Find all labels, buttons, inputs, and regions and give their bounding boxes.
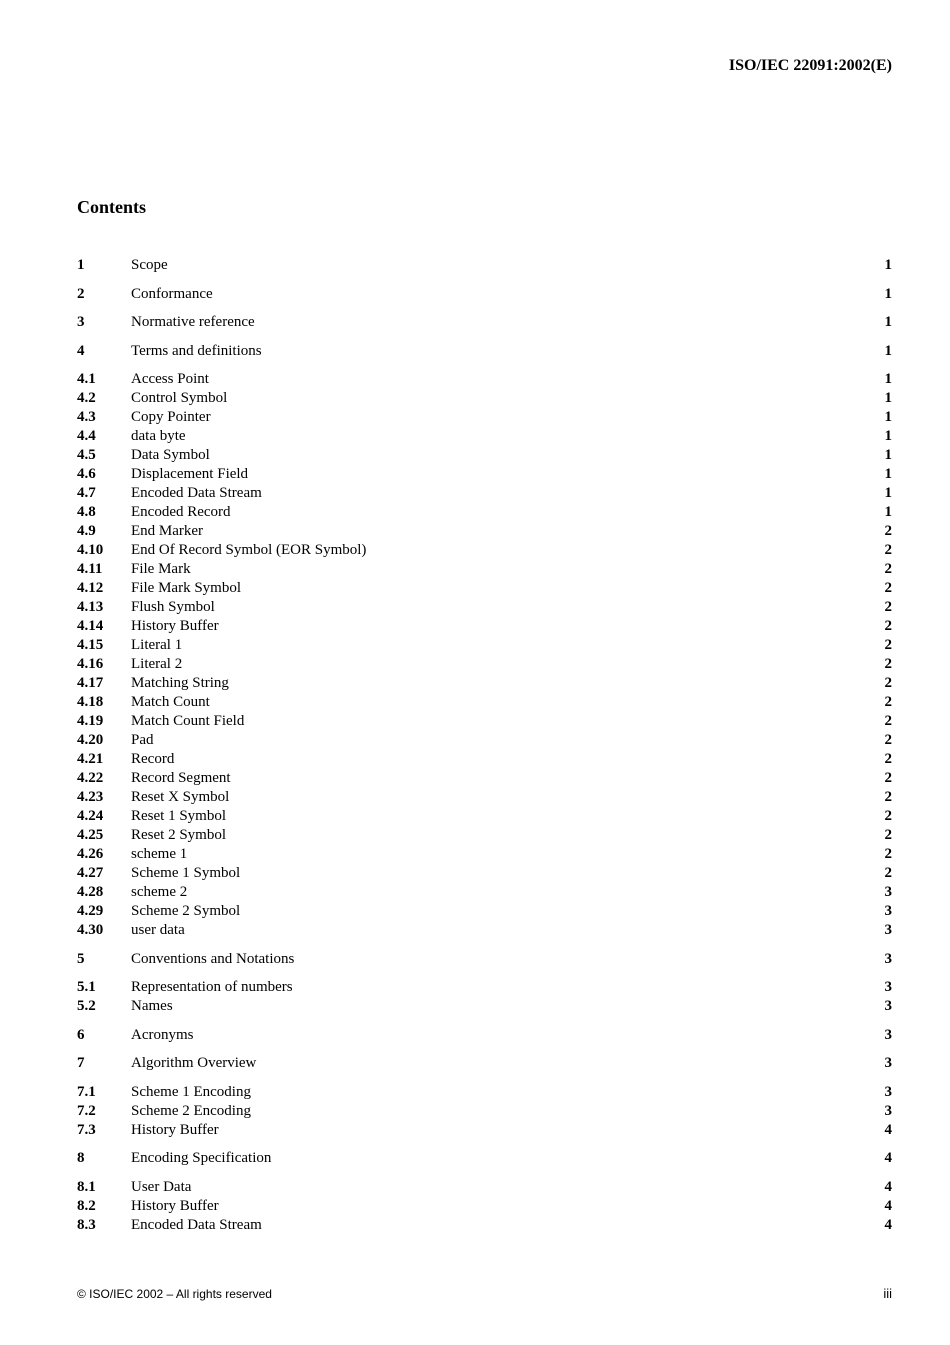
toc-entry-title[interactable]: Encoding Specification	[131, 1150, 272, 1166]
toc-entry-number: 7.2	[77, 1102, 96, 1119]
toc-entry[interactable]	[77, 342, 892, 361]
toc-entry-title[interactable]: File Mark	[131, 561, 191, 577]
toc-entry-page[interactable]: 1	[884, 285, 892, 302]
toc-entry-number: 4.27	[77, 865, 104, 881]
toc-entry[interactable]	[77, 560, 892, 579]
toc-entry[interactable]	[77, 883, 892, 902]
toc-entry-number: 4.12	[77, 580, 104, 596]
toc-entry[interactable]	[77, 370, 892, 389]
toc-entry-page[interactable]: 4	[884, 1216, 892, 1233]
toc-entry[interactable]	[77, 503, 892, 522]
toc-entry[interactable]	[77, 285, 892, 304]
toc-entry-title[interactable]: Scope	[131, 257, 168, 273]
toc-entry-page[interactable]: 1	[884, 314, 892, 330]
toc-entry[interactable]	[77, 845, 892, 864]
toc-entry-title[interactable]: History Buffer	[131, 618, 219, 634]
toc-entry-page[interactable]: 3	[884, 903, 892, 919]
toc-entry[interactable]	[77, 693, 892, 712]
toc-entry-page[interactable]: 2	[884, 694, 892, 710]
toc-entry-page[interactable]: 3	[884, 1026, 892, 1043]
toc-entry-title[interactable]: Algorithm Overview	[131, 1055, 257, 1071]
toc-entry-page[interactable]: 2	[884, 713, 892, 729]
toc-entry-title[interactable]: Conformance	[131, 285, 213, 302]
toc-entry-title[interactable]: User Data	[131, 1178, 192, 1195]
toc-entry-title[interactable]: Copy Pointer	[131, 409, 211, 425]
toc-entry-number: 4.10	[77, 542, 104, 558]
toc-entry[interactable]	[77, 579, 892, 598]
toc-entry-number: 4.28	[77, 884, 104, 900]
contents-heading: Contents	[77, 197, 147, 217]
toc-entry-page[interactable]: 2	[884, 846, 892, 862]
toc-entry-title[interactable]: Matching String	[131, 675, 229, 691]
toc-entry[interactable]	[77, 541, 892, 560]
toc-entry-page[interactable]: 2	[884, 732, 892, 748]
page-number: iii	[883, 1286, 892, 1301]
toc-entry-title[interactable]: Reset 1 Symbol	[131, 808, 227, 824]
toc-entry-number: 4.5	[77, 447, 96, 463]
toc-entry-number: 4.24	[77, 808, 104, 824]
toc-entry[interactable]	[77, 1026, 892, 1045]
toc-entry[interactable]	[77, 617, 892, 636]
toc-entry-page[interactable]: 2	[884, 542, 892, 558]
toc-entry-page[interactable]: 4	[884, 1178, 892, 1195]
toc-entry-title[interactable]: Acronyms	[131, 1026, 194, 1043]
toc-entry-number: 4.19	[77, 713, 104, 729]
toc-entry[interactable]	[77, 950, 892, 969]
toc-entry-title[interactable]: Record	[131, 751, 175, 767]
toc-entry-title[interactable]: History Buffer	[131, 1197, 219, 1214]
toc-entry-page[interactable]: 3	[884, 1083, 892, 1100]
toc-entry-number: 4.1	[77, 371, 96, 387]
toc-entry-number: 4.15	[77, 637, 104, 653]
toc-entry[interactable]	[77, 712, 892, 731]
document-code: ISO/IEC 22091:2002(E)	[728, 57, 892, 74]
toc-entry-number: 2	[77, 285, 85, 302]
toc-entry[interactable]	[77, 408, 892, 427]
toc-entry-page[interactable]: 3	[884, 998, 892, 1014]
toc-entry-title[interactable]: Control Symbol	[131, 390, 228, 406]
toc-entry[interactable]	[77, 826, 892, 845]
toc-entry-page[interactable]: 2	[884, 751, 892, 767]
toc-entry-page[interactable]: 3	[884, 922, 892, 938]
copyright-notice: © ISO/IEC 2002 – All rights reserved	[77, 1287, 272, 1301]
toc-entry[interactable]	[77, 750, 892, 769]
toc-entry[interactable]	[77, 674, 892, 693]
toc-entry-page[interactable]: 1	[884, 447, 892, 463]
toc-entry-number: 4.13	[77, 599, 104, 615]
toc-entry-number: 4	[77, 342, 85, 359]
toc-entry-page[interactable]: 2	[884, 865, 892, 881]
toc-entry-title[interactable]: data byte	[131, 428, 186, 444]
toc-entry[interactable]	[77, 1083, 892, 1102]
toc-entry-page[interactable]: 2	[884, 618, 892, 634]
toc-entry-title[interactable]: Encoded Data Stream	[131, 1216, 262, 1233]
toc-entry-title[interactable]: Conventions and Notations	[131, 950, 295, 967]
toc-entry-page[interactable]: 4	[884, 1121, 892, 1138]
toc-entry-number: 7.3	[77, 1121, 96, 1138]
toc-entry-page[interactable]: 2	[884, 656, 892, 672]
toc-entry-title[interactable]: scheme 2	[131, 884, 188, 900]
toc-entry-page[interactable]: 2	[884, 637, 892, 653]
toc-entry-number: 4.2	[77, 390, 96, 406]
toc-entry[interactable]	[77, 1054, 892, 1073]
toc-entry-title[interactable]: End Of Record Symbol (EOR Symbol)	[131, 542, 367, 558]
toc-entry-title[interactable]: Encoded Data Stream	[131, 485, 262, 501]
toc-entry-page[interactable]: 2	[884, 523, 892, 539]
toc-entry-number: 4.23	[77, 789, 104, 805]
toc-entry[interactable]	[77, 1102, 892, 1121]
toc-entry-title[interactable]: Record Segment	[131, 770, 231, 786]
toc-entry-page[interactable]: 2	[884, 789, 892, 805]
toc-entry[interactable]	[77, 655, 892, 674]
toc-entry[interactable]	[77, 1121, 892, 1140]
toc-entry-number: 7.1	[77, 1083, 96, 1100]
toc-entry[interactable]	[77, 921, 892, 940]
toc-entry-title[interactable]: Literal 1	[131, 637, 183, 653]
toc-entry-title[interactable]: Reset 2 Symbol	[131, 827, 227, 843]
toc-entry-page[interactable]: 1	[884, 409, 892, 425]
toc-entry-title[interactable]: scheme 1	[131, 846, 188, 862]
toc-entry-number: 8.3	[77, 1216, 96, 1233]
toc-entry-page[interactable]: 1	[884, 342, 892, 359]
toc-entry-page[interactable]: 4	[884, 1150, 892, 1166]
toc-entry[interactable]	[77, 484, 892, 503]
toc-entry[interactable]	[77, 522, 892, 541]
toc-entry-page[interactable]: 1	[884, 428, 892, 444]
toc-entry-title[interactable]: Reset X Symbol	[131, 789, 230, 805]
toc-entry-page[interactable]: 2	[884, 580, 892, 596]
toc-entry-number: 5.2	[77, 998, 96, 1014]
toc-entry-title[interactable]: Displacement Field	[131, 466, 249, 482]
toc-entry-page[interactable]: 1	[884, 257, 892, 273]
toc-entry-number: 4.9	[77, 523, 96, 539]
toc-entry[interactable]	[77, 731, 892, 750]
toc-entry-title[interactable]: Normative reference	[131, 314, 255, 330]
toc-entry-page[interactable]: 4	[884, 1197, 892, 1214]
toc-entry-number: 8.1	[77, 1178, 96, 1195]
toc-entry-title[interactable]: Scheme 1 Encoding	[131, 1083, 251, 1100]
toc-entry-number: 1	[77, 257, 85, 273]
toc-entry-page[interactable]: 2	[884, 770, 892, 786]
toc-entry-number: 4.3	[77, 409, 96, 425]
toc-entry-page[interactable]: 2	[884, 808, 892, 824]
toc-entry-number: 7	[77, 1055, 85, 1071]
toc-entry[interactable]	[77, 446, 892, 465]
toc-entry-number: 4.6	[77, 466, 96, 482]
toc-entry-number: 4.20	[77, 732, 104, 748]
toc-entry-number: 4.29	[77, 903, 104, 919]
toc-entry-number: 4.25	[77, 827, 104, 843]
toc-entry-page[interactable]: 1	[884, 504, 892, 520]
table-of-contents	[77, 256, 892, 1235]
toc-entry[interactable]	[77, 389, 892, 408]
toc-entry-title[interactable]: Data Symbol	[131, 447, 210, 463]
toc-entry-number: 8.2	[77, 1197, 96, 1214]
toc-entry-title[interactable]: End Marker	[131, 523, 204, 539]
toc-entry[interactable]	[77, 427, 892, 446]
toc-entry-number: 4.22	[77, 770, 104, 786]
toc-entry[interactable]	[77, 1197, 892, 1216]
toc-entry-number: 4.11	[77, 561, 103, 577]
toc-entry-page[interactable]: 3	[884, 979, 892, 995]
toc-entry-page[interactable]: 1	[884, 371, 892, 387]
toc-entry[interactable]	[77, 807, 892, 826]
toc-entry-number: 3	[77, 314, 85, 330]
toc-entry-title[interactable]: Representation of numbers	[131, 979, 293, 995]
toc-entry-number: 4.17	[77, 675, 104, 691]
toc-entry-number: 4.14	[77, 618, 104, 634]
toc-entry-page[interactable]: 2	[884, 561, 892, 577]
toc-entry-title[interactable]: Match Count	[131, 694, 210, 710]
toc-entry-title[interactable]: History Buffer	[131, 1121, 219, 1138]
toc-entry-page[interactable]: 1	[884, 390, 892, 406]
toc-entry[interactable]	[77, 1178, 892, 1197]
toc-entry[interactable]	[77, 465, 892, 484]
toc-entry-page[interactable]: 2	[884, 827, 892, 843]
toc-entry[interactable]	[77, 978, 892, 997]
toc-entry[interactable]	[77, 902, 892, 921]
toc-entry-number: 4.8	[77, 504, 96, 520]
toc-entry[interactable]	[77, 997, 892, 1016]
toc-entry-number: 4.26	[77, 846, 104, 862]
toc-entry[interactable]	[77, 598, 892, 617]
toc-entry-number: 5.1	[77, 979, 96, 995]
toc-entry[interactable]	[77, 864, 892, 883]
toc-entry-number: 4.7	[77, 485, 96, 501]
toc-entry-title[interactable]: File Mark Symbol	[131, 580, 242, 596]
toc-entry-number: 4.16	[77, 656, 104, 672]
toc-entry-number: 4.18	[77, 694, 104, 710]
toc-entry-number: 4.4	[77, 428, 96, 444]
toc-entry-title[interactable]: Names	[131, 998, 173, 1014]
toc-entry[interactable]	[77, 313, 892, 332]
toc-entry-title[interactable]: Encoded Record	[131, 504, 231, 520]
toc-entry-title[interactable]: Pad	[131, 732, 154, 748]
toc-entry[interactable]	[77, 1149, 892, 1168]
toc-entry-title[interactable]: Literal 2	[131, 656, 183, 672]
toc-entry-page[interactable]: 1	[884, 485, 892, 501]
toc-entry-page[interactable]: 3	[884, 884, 892, 900]
toc-entry[interactable]	[77, 788, 892, 807]
toc-entry-page[interactable]: 3	[884, 1055, 892, 1071]
toc-entry-number: 6	[77, 1026, 85, 1043]
toc-entry[interactable]	[77, 769, 892, 788]
toc-entry-number: 8	[77, 1150, 85, 1166]
toc-entry-title[interactable]: Scheme 2 Encoding	[131, 1102, 251, 1119]
toc-entry-title[interactable]: Match Count Field	[131, 713, 245, 729]
toc-entry[interactable]	[77, 636, 892, 655]
toc-entry-page[interactable]: 3	[884, 1102, 892, 1119]
toc-entry-title[interactable]: Scheme 1 Symbol	[131, 865, 241, 881]
toc-entry-page[interactable]: 2	[884, 675, 892, 691]
toc-entry-number: 5	[77, 950, 85, 967]
toc-entry-title[interactable]: user data	[131, 922, 185, 938]
toc-entry-page[interactable]: 3	[884, 950, 892, 967]
toc-entry-title[interactable]: Access Point	[131, 371, 209, 387]
toc-entry-number: 4.21	[77, 751, 104, 767]
toc-entry-title[interactable]: Flush Symbol	[131, 599, 215, 615]
toc-entry-title[interactable]: Terms and definitions	[131, 342, 262, 359]
toc-entry[interactable]	[77, 1216, 892, 1235]
toc-entry-page[interactable]: 2	[884, 599, 892, 615]
toc-entry-title[interactable]: Scheme 2 Symbol	[131, 903, 241, 919]
toc-entry-page[interactable]: 1	[884, 466, 892, 482]
toc-entry[interactable]	[77, 256, 892, 275]
toc-entry-number: 4.30	[77, 922, 104, 938]
